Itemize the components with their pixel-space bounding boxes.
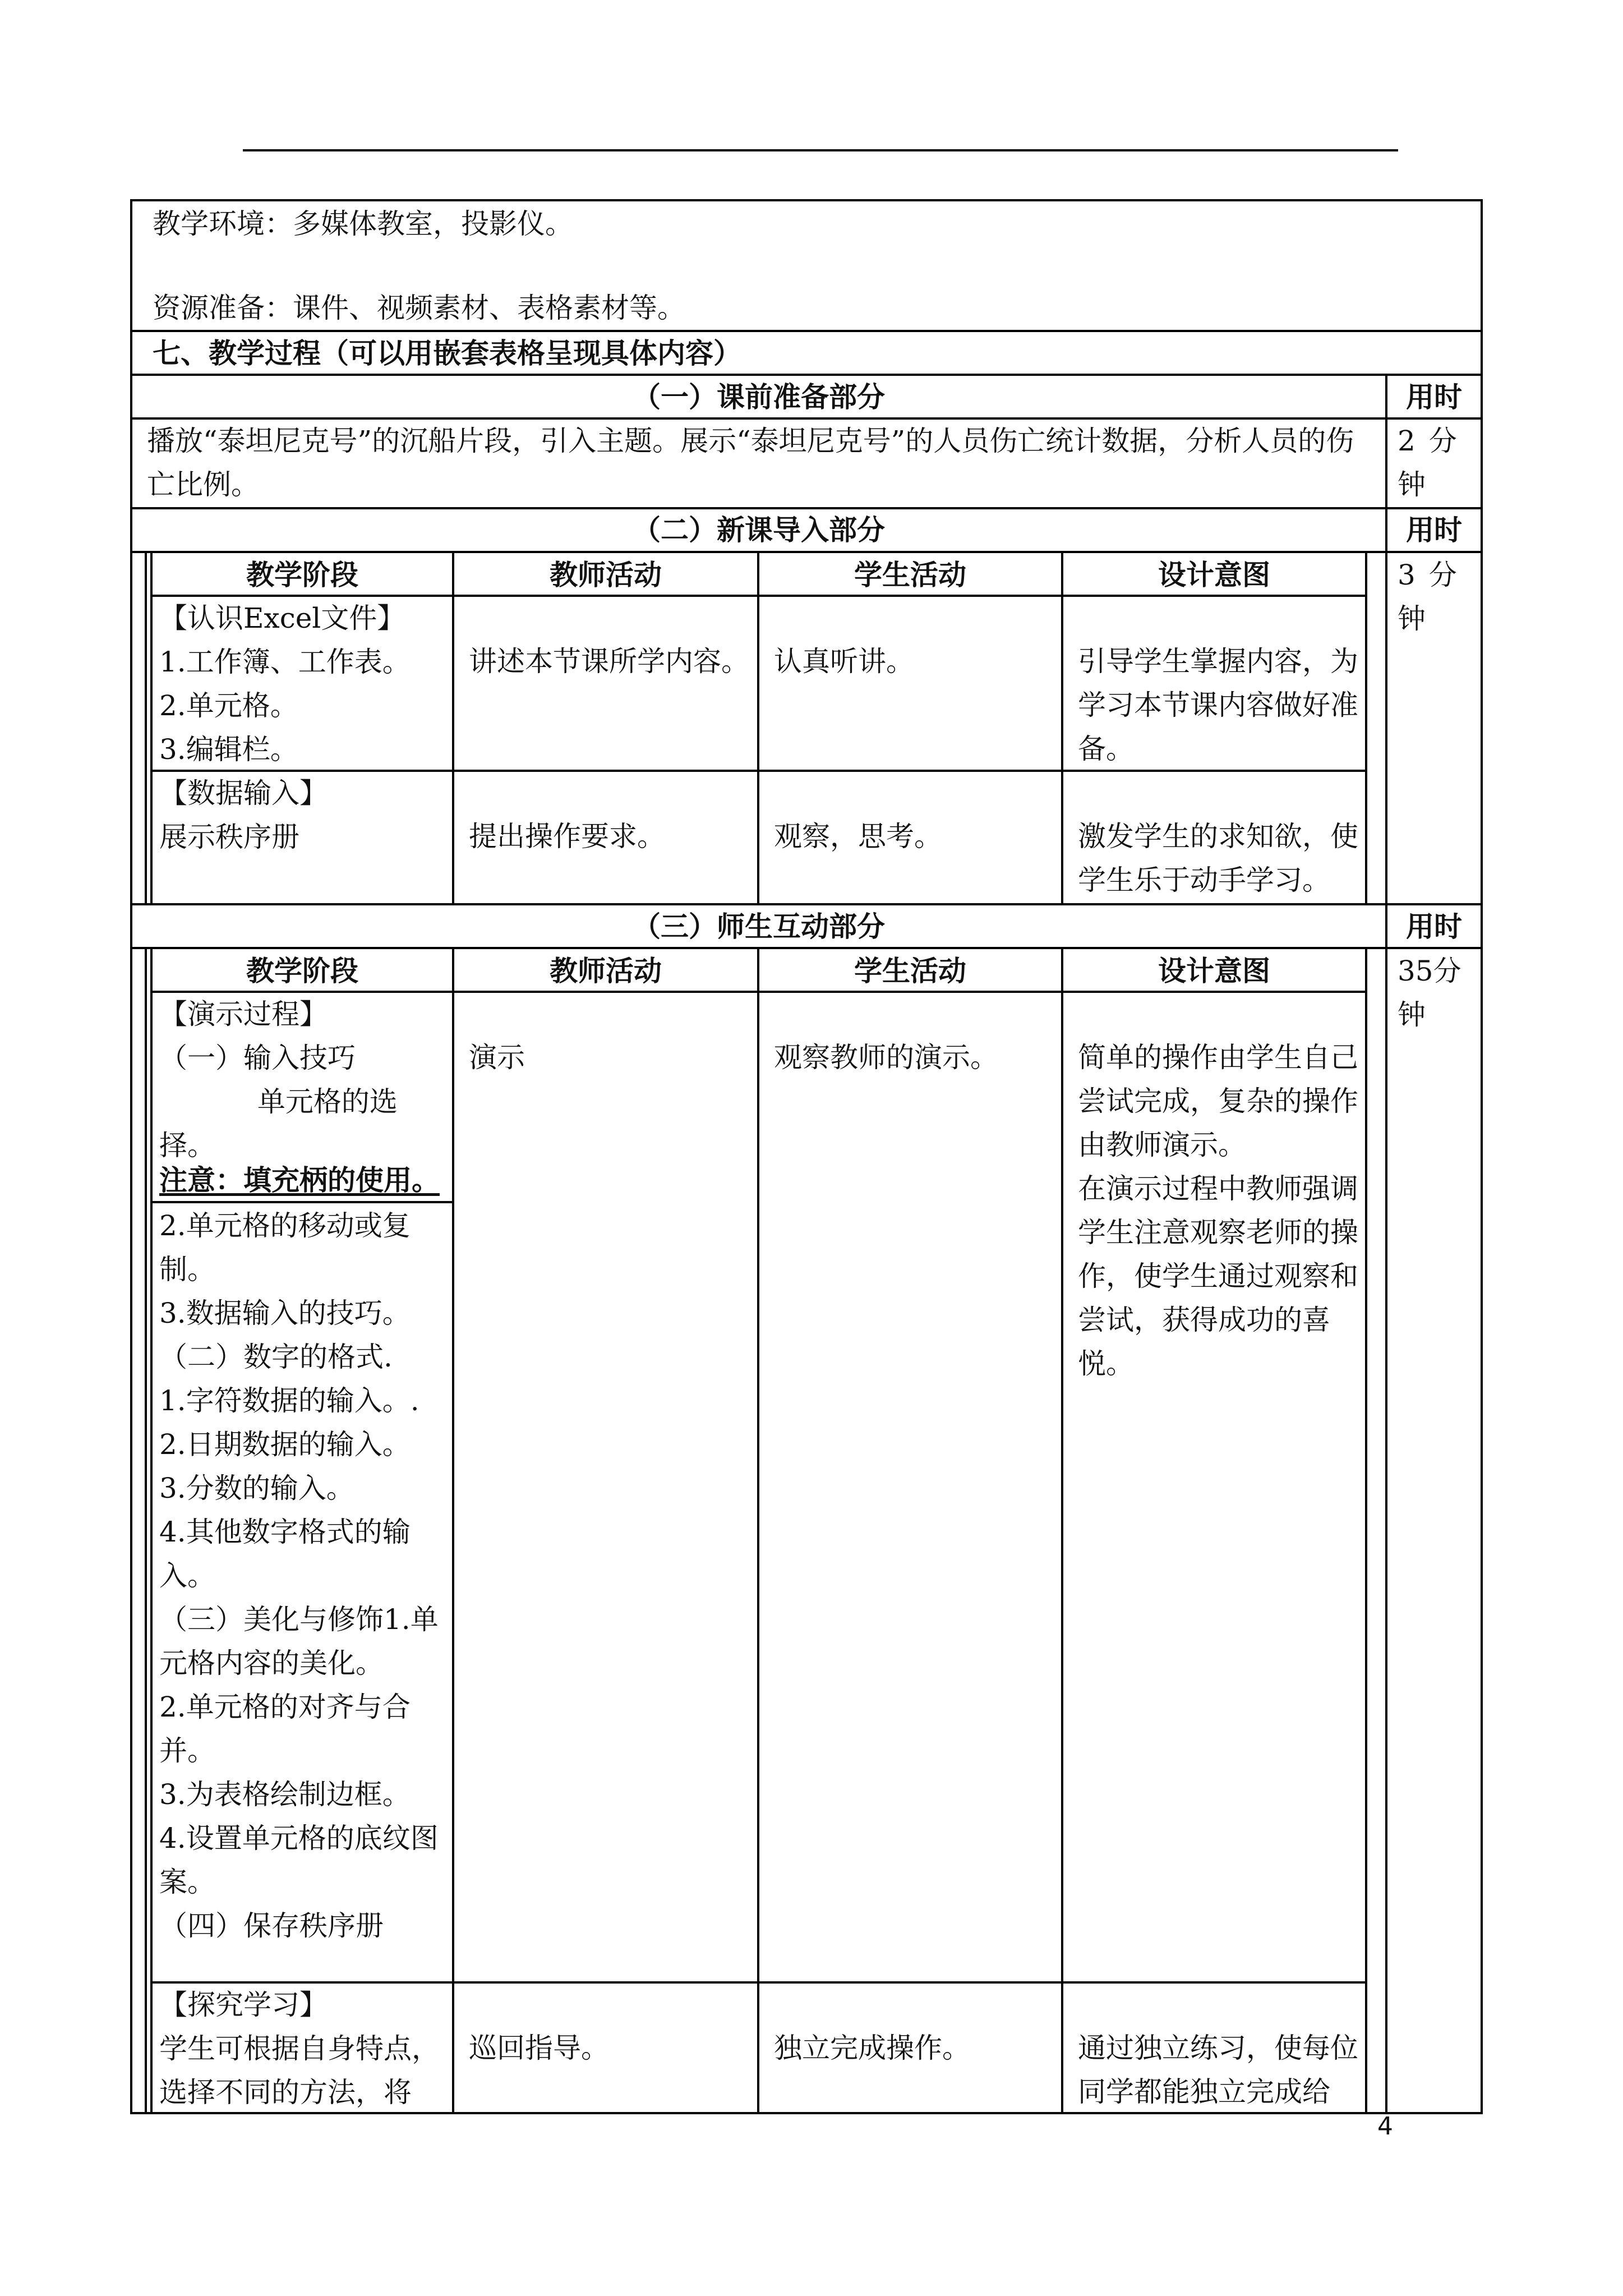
section3-time-header: 用时 [1406, 910, 1462, 943]
table-border [145, 551, 147, 904]
s3-row1-stage-note: 注意：填充柄的使用。 [159, 1164, 440, 1197]
s3-row2-student: 独立完成操作。 [774, 2032, 970, 2064]
s2-row1-stage: 【认识Excel文件】 1.工作簿、工作表。 2.单元格。 3.编辑栏。 [159, 602, 411, 766]
section2-time: 3 分钟 [1398, 559, 1459, 635]
table-border [1061, 947, 1063, 2114]
table-border [1365, 551, 1367, 904]
s2-row1-intent: 引导学生掌握内容，为学习本节课内容做好准备。 [1078, 645, 1358, 765]
section3-title: （三）师生互动部分 [633, 910, 885, 943]
header-rule [243, 149, 1398, 151]
section1-content: 播放“泰坦尼克号”的沉船片段，引入主题。展示“泰坦尼克号”的人员伤亡统计数据，分析人员的伤亡比例。 [147, 425, 1354, 501]
section3-time: 35分钟 [1398, 955, 1461, 1031]
page-number: 4 [1377, 2112, 1393, 2141]
s3-row2-stage: 【探究学习】 学生可根据自身特点，选择不同的方法，将 [159, 1989, 440, 2109]
s3-row1-stage-a: 【演示过程】 （一）输入技巧 单元格的选择。 [159, 998, 398, 1162]
table-border [452, 551, 454, 904]
s2-header-intent: 设计意图 [1158, 559, 1270, 591]
s2-header-student: 学生活动 [854, 559, 966, 591]
table-border [150, 947, 153, 2114]
s2-row2-stage: 【数据输入】 展示秩序册 [159, 777, 328, 853]
process-heading: 七、教学过程（可以用嵌套表格呈现具体内容） [153, 337, 741, 370]
s2-row2-intent: 激发学生的求知欲，使学生乐于动手学习。 [1078, 820, 1358, 896]
s2-row1-teacher: 讲述本节课所学内容。 [469, 645, 749, 678]
s2-header-stage: 教学阶段 [246, 559, 358, 591]
table-border [757, 551, 759, 904]
section1-time-header: 用时 [1406, 381, 1462, 413]
table-border [150, 551, 153, 904]
s3-row2-teacher: 巡回指导。 [469, 2032, 609, 2064]
section2-title: （二）新课导入部分 [633, 514, 885, 546]
table-border [1061, 551, 1063, 904]
section1-title: （一）课前准备部分 [633, 381, 885, 413]
table-border [1481, 199, 1483, 2114]
s2-row1-student: 认真听讲。 [774, 645, 914, 678]
s3-header-intent: 设计意图 [1158, 955, 1270, 987]
table-border [130, 199, 1483, 201]
s3-header-teacher: 教师活动 [550, 955, 662, 987]
table-border [130, 199, 132, 2114]
table-border [452, 947, 454, 2114]
s2-header-teacher: 教师活动 [550, 559, 662, 591]
section1-time: 2 分钟 [1398, 425, 1459, 501]
s3-row1-intent: 简单的操作由学生自己尝试完成，复杂的操作由教师演示。 在演示过程中教师强调学生注意观察老师的操作，使学生通过观察和尝试，获得成功的喜悦。 [1078, 1041, 1358, 1380]
environment-text: 教学环境：多媒体教室，投影仪。 [153, 208, 573, 240]
resources-text: 资源准备：课件、视频素材、表格素材等。 [153, 292, 685, 324]
s3-header-stage: 教学阶段 [246, 955, 358, 987]
s3-row1-stage-b: 2.单元格的移动或复制。 3.数据输入的技巧。 （二）数字的格式. 1.字符数据的输入。. 2.日期数据的输入。 3.分数的输入。 4.其他数字格式的输入。 （三）美化与修饰1.单元格内容的美化。 2.单元格的对齐与合并。 3.为表格绘制边框。 4.设置单元格的底纹图案。 （四）保存秩序册 [159, 1209, 439, 1942]
s2-row2-student: 观察，思考。 [774, 820, 942, 853]
s3-row1-teacher: 演示 [469, 1041, 525, 1074]
s3-row2-intent: 通过独立练习，使每位同学都能独立完成给 [1078, 2032, 1358, 2108]
s3-row1-student: 观察教师的演示。 [774, 1041, 998, 1074]
s2-row2-teacher: 提出操作要求。 [469, 820, 665, 853]
section2-time-header: 用时 [1406, 514, 1462, 546]
table-border [1365, 947, 1367, 2114]
s3-header-student: 学生活动 [854, 955, 966, 987]
table-border [145, 947, 147, 2114]
table-border [1385, 374, 1387, 2114]
table-border [757, 947, 759, 2114]
